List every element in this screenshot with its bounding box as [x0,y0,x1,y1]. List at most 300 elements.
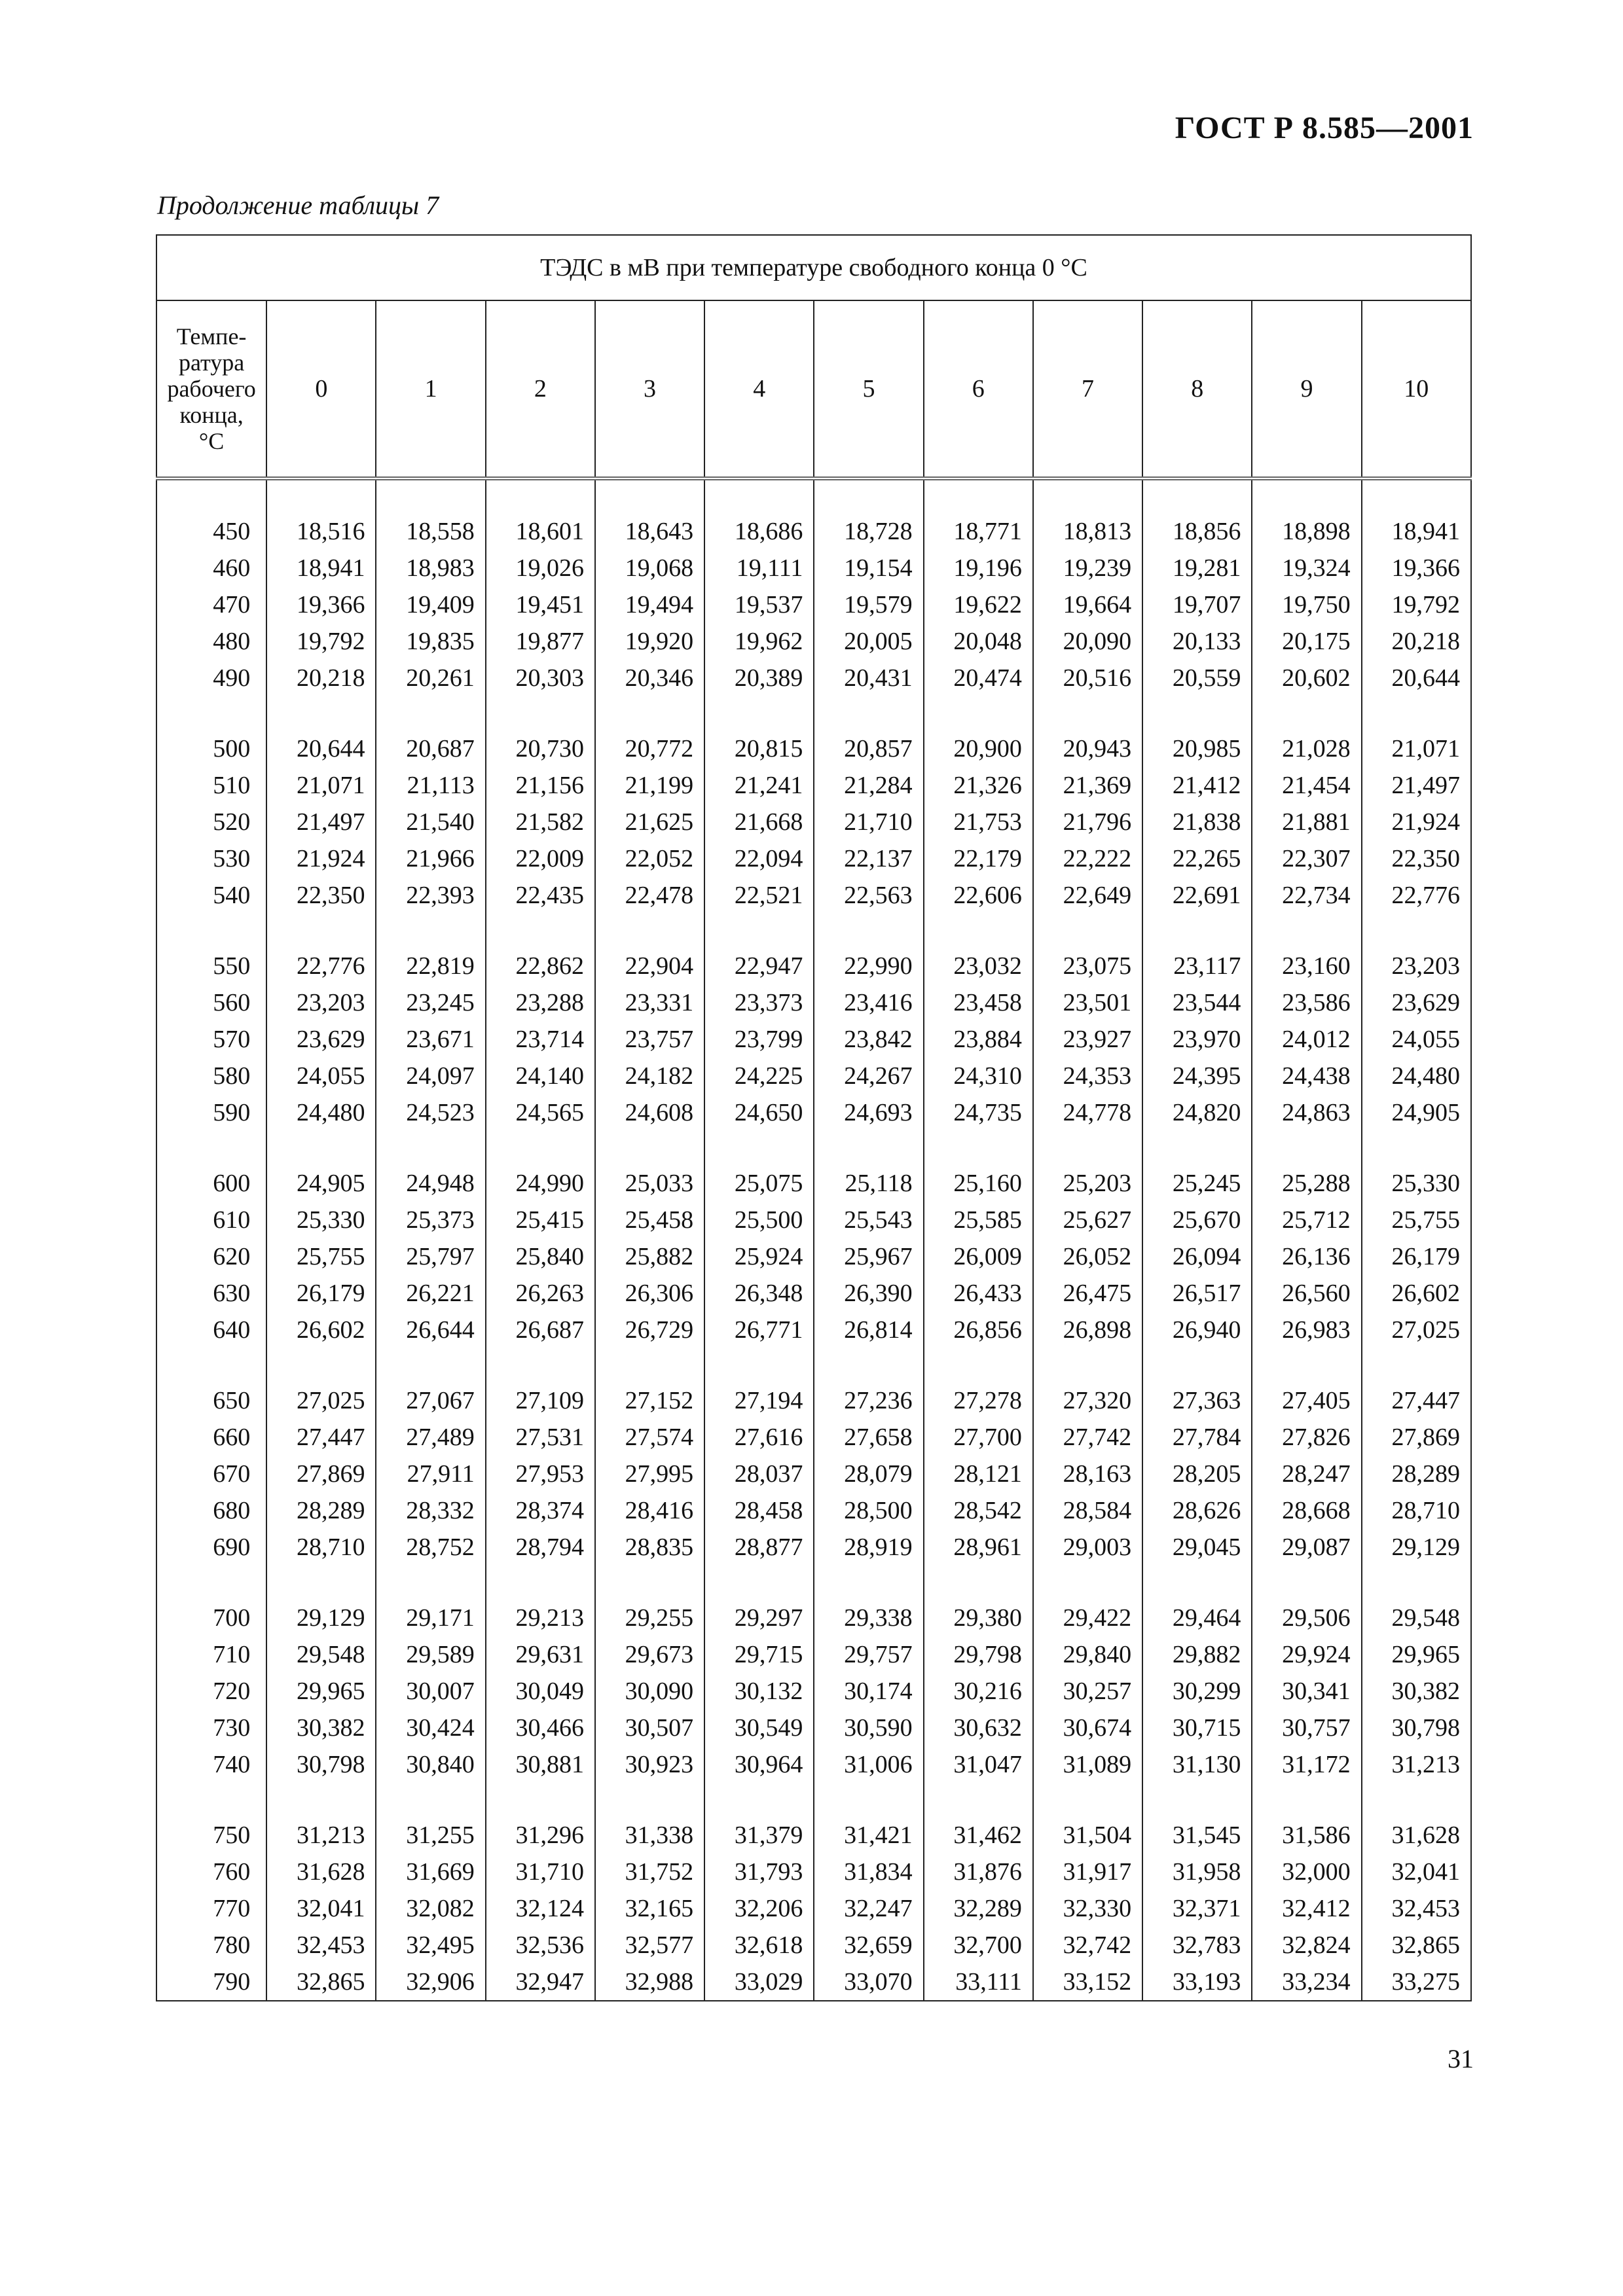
temperature-cell: 510 [156,767,266,804]
temperature-cell: 630 [156,1275,266,1312]
emf-value-cell: 23,629 [1362,984,1471,1021]
emf-value-cell: 18,983 [376,550,485,586]
table-row [156,1673,1471,1710]
emf-value-cell: 28,877 [704,1529,814,1566]
empty-cell [1142,696,1252,730]
emf-value-cell: 20,175 [1252,623,1361,660]
emf-value-cell: 29,087 [1252,1529,1361,1566]
emf-value-cell: 29,003 [1033,1529,1142,1566]
emf-value-cell: 29,631 [486,1636,595,1673]
emf-value-cell: 24,055 [266,1058,376,1094]
temperature-cell: 730 [156,1710,266,1746]
emf-value-cell: 22,350 [266,877,376,914]
emf-value-cell: 29,798 [924,1636,1033,1673]
table-row [156,1529,1471,1566]
empty-cell [1252,1566,1361,1600]
emf-value-cell: 30,674 [1033,1710,1142,1746]
temperature-cell: 790 [156,1964,266,2001]
empty-cell [1362,1566,1471,1600]
emf-value-cell: 32,371 [1142,1890,1252,1927]
emf-value-cell: 31,628 [266,1854,376,1890]
emf-value-cell: 31,130 [1142,1746,1252,1783]
emf-value-cell: 21,113 [376,767,485,804]
emf-value-cell: 19,664 [1033,586,1142,623]
emf-value-cell: 25,288 [1252,1165,1361,1202]
table-body [156,478,1471,2001]
emf-value-cell: 29,757 [814,1636,923,1673]
empty-cell [814,1566,923,1600]
emf-value-cell: 21,454 [1252,767,1361,804]
emf-value-cell: 24,863 [1252,1094,1361,1131]
emf-value-cell: 25,543 [814,1202,923,1238]
emf-value-cell: 27,616 [704,1419,814,1456]
emf-value-cell: 19,366 [1362,550,1471,586]
emf-value-cell: 19,920 [595,623,704,660]
emf-value-cell: 26,179 [1362,1238,1471,1275]
emf-value-cell: 25,585 [924,1202,1033,1238]
emf-value-cell: 33,111 [924,1964,1033,2001]
emf-value-cell: 28,961 [924,1529,1033,1566]
emf-value-cell: 27,574 [595,1419,704,1456]
emf-value-cell: 31,213 [1362,1746,1471,1783]
emf-value-cell: 20,900 [924,730,1033,767]
table-row [156,1165,1471,1202]
emf-value-cell: 21,582 [486,804,595,840]
empty-cell [1142,1131,1252,1165]
table-row [156,586,1471,623]
emf-value-cell: 30,840 [376,1746,485,1783]
emf-value-cell: 21,497 [266,804,376,840]
emf-value-cell: 32,947 [486,1964,595,2001]
emf-value-cell: 29,882 [1142,1636,1252,1673]
table-row [156,1382,1471,1419]
emf-value-cell: 31,793 [704,1854,814,1890]
emf-value-cell: 21,625 [595,804,704,840]
emf-value-cell: 32,742 [1033,1927,1142,1964]
emf-value-cell: 20,730 [486,730,595,767]
empty-cell [1142,1783,1252,1817]
emf-value-cell: 25,755 [1362,1202,1471,1238]
emf-value-cell: 23,075 [1033,948,1142,984]
group-separator-row [156,1783,1471,1817]
empty-cell [1033,1566,1142,1600]
table-row [156,1275,1471,1312]
emf-value-cell: 18,941 [266,550,376,586]
emf-value-cell: 27,405 [1252,1382,1361,1419]
emf-value-cell: 29,965 [1362,1636,1471,1673]
table-row [156,840,1471,877]
emf-value-cell: 32,247 [814,1890,923,1927]
emf-value-cell: 31,669 [376,1854,485,1890]
table-row [156,1419,1471,1456]
group-separator-row [156,914,1471,948]
emf-value-cell: 24,140 [486,1058,595,1094]
empty-cell [1033,1348,1142,1382]
temperature-cell: 580 [156,1058,266,1094]
emf-value-cell: 26,263 [486,1275,595,1312]
table-row [156,1456,1471,1492]
empty-cell [595,696,704,730]
emf-value-cell: 32,536 [486,1927,595,1964]
empty-cell [1033,1131,1142,1165]
emf-value-cell: 20,772 [595,730,704,767]
emf-value-cell: 22,265 [1142,840,1252,877]
emf-value-cell: 28,500 [814,1492,923,1529]
temperature-cell: 520 [156,804,266,840]
temperature-cell: 620 [156,1238,266,1275]
emf-value-cell: 24,097 [376,1058,485,1094]
emf-value-cell: 27,911 [376,1456,485,1492]
emf-value-cell: 26,475 [1033,1275,1142,1312]
emf-value-cell: 32,041 [1362,1854,1471,1890]
temperature-cell: 570 [156,1021,266,1058]
column-header: 8 [1142,300,1252,478]
emf-value-cell: 27,152 [595,1382,704,1419]
emf-value-cell: 25,203 [1033,1165,1142,1202]
emf-value-cell: 33,234 [1252,1964,1361,2001]
empty-cell [1252,696,1361,730]
emf-value-cell: 22,009 [486,840,595,877]
table-row [156,1238,1471,1275]
emf-value-cell: 22,990 [814,948,923,984]
emf-value-cell: 26,729 [595,1312,704,1348]
emf-value-cell: 26,433 [924,1275,1033,1312]
emf-value-cell: 28,919 [814,1529,923,1566]
emf-value-cell: 20,559 [1142,660,1252,696]
emf-value-cell: 22,521 [704,877,814,914]
emf-value-cell: 29,840 [1033,1636,1142,1673]
temperature-cell: 550 [156,948,266,984]
emf-value-cell: 23,160 [1252,948,1361,984]
empty-cell [376,696,485,730]
emf-value-cell: 24,480 [266,1094,376,1131]
emf-value-cell: 27,320 [1033,1382,1142,1419]
empty-cell [376,1783,485,1817]
table-row [156,1600,1471,1636]
emf-value-cell: 18,558 [376,513,485,550]
emf-value-cell: 26,560 [1252,1275,1361,1312]
emf-value-cell: 20,516 [1033,660,1142,696]
emf-value-cell: 21,241 [704,767,814,804]
temperature-cell: 750 [156,1817,266,1854]
emf-value-cell: 32,577 [595,1927,704,1964]
column-header: 9 [1252,300,1361,478]
emf-value-cell: 31,213 [266,1817,376,1854]
table-row [156,1927,1471,1964]
emf-value-cell: 26,771 [704,1312,814,1348]
emf-value-cell: 28,710 [266,1529,376,1566]
temperature-cell: 460 [156,550,266,586]
emf-value-cell: 18,728 [814,513,923,550]
empty-cell [376,1131,485,1165]
temperature-cell: 740 [156,1746,266,1783]
emf-value-cell: 30,964 [704,1746,814,1783]
emf-value-cell: 22,350 [1362,840,1471,877]
emf-value-cell: 32,824 [1252,1927,1361,1964]
emf-value-cell: 24,225 [704,1058,814,1094]
emf-value-cell: 28,584 [1033,1492,1142,1529]
emf-value-cell: 20,303 [486,660,595,696]
emf-value-cell: 20,474 [924,660,1033,696]
emf-value-cell: 31,958 [1142,1854,1252,1890]
emf-value-cell: 22,904 [595,948,704,984]
emf-value-cell: 19,281 [1142,550,1252,586]
table-row [156,1636,1471,1673]
emf-value-cell: 22,947 [704,948,814,984]
empty-cell [1252,914,1361,948]
emf-value-cell: 21,924 [266,840,376,877]
emf-value-cell: 24,480 [1362,1058,1471,1094]
empty-cell [1033,696,1142,730]
emf-value-cell: 32,041 [266,1890,376,1927]
emf-value-cell: 28,121 [924,1456,1033,1492]
emf-value-cell: 27,363 [1142,1382,1252,1419]
emf-value-cell: 33,193 [1142,1964,1252,2001]
empty-cell [704,1783,814,1817]
emf-value-cell: 21,497 [1362,767,1471,804]
group-separator-row [156,478,1471,513]
emf-value-cell: 24,353 [1033,1058,1142,1094]
emf-value-cell: 25,330 [266,1202,376,1238]
emf-value-cell: 19,792 [1362,586,1471,623]
empty-cell [1362,1131,1471,1165]
emf-value-cell: 19,026 [486,550,595,586]
table-row [156,660,1471,696]
emf-value-cell: 27,489 [376,1419,485,1456]
emf-value-cell: 18,601 [486,513,595,550]
empty-cell [1033,1783,1142,1817]
emf-value-cell: 30,715 [1142,1710,1252,1746]
emf-value-cell: 24,905 [1362,1094,1471,1131]
column-header: 7 [1033,300,1142,478]
emf-value-cell: 31,504 [1033,1817,1142,1854]
empty-cell [814,1131,923,1165]
emf-value-cell: 21,668 [704,804,814,840]
emf-value-cell: 26,898 [1033,1312,1142,1348]
emf-value-cell: 23,799 [704,1021,814,1058]
emf-value-cell: 32,865 [1362,1927,1471,1964]
group-separator-row [156,1131,1471,1165]
emf-value-cell: 22,776 [1362,877,1471,914]
empty-cell [704,1348,814,1382]
emf-value-cell: 32,165 [595,1890,704,1927]
emf-value-cell: 19,494 [595,586,704,623]
emf-value-cell: 22,393 [376,877,485,914]
emf-value-cell: 30,798 [1362,1710,1471,1746]
emf-value-cell: 19,239 [1033,550,1142,586]
emf-value-cell: 30,174 [814,1673,923,1710]
empty-cell [486,1783,595,1817]
emf-value-cell: 27,700 [924,1419,1033,1456]
emf-value-cell: 21,710 [814,804,923,840]
emf-value-cell: 32,453 [1362,1890,1471,1927]
emf-value-cell: 24,948 [376,1165,485,1202]
emf-value-cell: 22,307 [1252,840,1361,877]
emf-value-cell: 22,478 [595,877,704,914]
table-row [156,1021,1471,1058]
emf-value-cell: 23,927 [1033,1021,1142,1058]
column-header: 5 [814,300,923,478]
emf-value-cell: 20,218 [266,660,376,696]
temperature-cell: 770 [156,1890,266,1927]
emf-value-cell: 21,071 [1362,730,1471,767]
emf-value-cell: 30,382 [1362,1673,1471,1710]
emf-value-cell: 22,435 [486,877,595,914]
emf-value-cell: 30,549 [704,1710,814,1746]
emf-value-cell: 27,278 [924,1382,1033,1419]
empty-cell [156,914,266,948]
emf-value-cell: 29,045 [1142,1529,1252,1566]
emf-value-cell: 21,028 [1252,730,1361,767]
emf-value-cell: 22,606 [924,877,1033,914]
empty-cell [924,1783,1033,1817]
emf-value-cell: 24,905 [266,1165,376,1202]
table-row [156,1817,1471,1854]
emf-value-cell: 26,644 [376,1312,485,1348]
empty-cell [595,914,704,948]
emf-value-cell: 28,037 [704,1456,814,1492]
column-header: 3 [595,300,704,478]
emf-value-cell: 30,090 [595,1673,704,1710]
temperature-cell: 670 [156,1456,266,1492]
empty-cell [595,1566,704,1600]
emf-value-cell: 27,826 [1252,1419,1361,1456]
emf-value-cell: 26,221 [376,1275,485,1312]
emf-value-cell: 27,236 [814,1382,923,1419]
empty-cell [814,914,923,948]
emf-value-cell: 18,856 [1142,513,1252,550]
empty-cell [1362,1783,1471,1817]
emf-value-cell: 31,421 [814,1817,923,1854]
emf-value-cell: 32,865 [266,1964,376,2001]
emf-value-cell: 27,025 [1362,1312,1471,1348]
emf-value-cell: 21,540 [376,804,485,840]
emf-value-cell: 27,531 [486,1419,595,1456]
emf-value-cell: 28,205 [1142,1456,1252,1492]
temperature-cell: 760 [156,1854,266,1890]
emf-value-cell: 23,032 [924,948,1033,984]
empty-cell [266,914,376,948]
table-row [156,550,1471,586]
table-row [156,1058,1471,1094]
emf-value-cell: 23,544 [1142,984,1252,1021]
emf-value-cell: 18,643 [595,513,704,550]
emf-value-cell: 29,548 [1362,1600,1471,1636]
emf-value-cell: 19,962 [704,623,814,660]
empty-cell [156,1131,266,1165]
emf-value-cell: 24,310 [924,1058,1033,1094]
emf-value-cell: 18,941 [1362,513,1471,550]
emf-value-cell: 20,943 [1033,730,1142,767]
empty-cell [924,914,1033,948]
emf-value-cell: 30,132 [704,1673,814,1710]
emf-value-cell: 24,523 [376,1094,485,1131]
emf-value-cell: 24,055 [1362,1021,1471,1058]
empty-cell [486,1131,595,1165]
temperature-cell: 660 [156,1419,266,1456]
emf-value-cell: 22,222 [1033,840,1142,877]
empty-cell [1142,914,1252,948]
emf-value-cell: 27,869 [1362,1419,1471,1456]
table-row [156,1094,1471,1131]
emf-value-cell: 21,156 [486,767,595,804]
emf-value-cell: 23,373 [704,984,814,1021]
emf-value-cell: 22,819 [376,948,485,984]
emf-value-cell: 28,542 [924,1492,1033,1529]
empty-cell [486,696,595,730]
emf-value-cell: 25,500 [704,1202,814,1238]
emf-value-cell: 21,412 [1142,767,1252,804]
group-separator-row [156,1348,1471,1382]
empty-cell [924,478,1033,513]
emf-value-cell: 31,379 [704,1817,814,1854]
table-row [156,1964,1471,2001]
empty-cell [704,696,814,730]
empty-cell [595,1348,704,1382]
emf-value-cell: 26,306 [595,1275,704,1312]
emf-value-cell: 31,006 [814,1746,923,1783]
emf-value-cell: 27,447 [266,1419,376,1456]
emf-value-cell: 30,257 [1033,1673,1142,1710]
emf-value-cell: 19,154 [814,550,923,586]
emf-value-cell: 32,330 [1033,1890,1142,1927]
temperature-cell: 680 [156,1492,266,1529]
emf-value-cell: 20,048 [924,623,1033,660]
empty-cell [156,478,266,513]
emf-value-cell: 28,668 [1252,1492,1361,1529]
empty-cell [266,1566,376,1600]
emf-value-cell: 30,590 [814,1710,923,1746]
emf-value-cell: 30,798 [266,1746,376,1783]
emf-value-cell: 20,431 [814,660,923,696]
temperature-cell: 470 [156,586,266,623]
empty-cell [924,1131,1033,1165]
emf-value-cell: 24,267 [814,1058,923,1094]
empty-cell [486,1348,595,1382]
emf-value-cell: 25,840 [486,1238,595,1275]
temperature-cell: 640 [156,1312,266,1348]
emf-value-cell: 28,374 [486,1492,595,1529]
emf-value-cell: 21,199 [595,767,704,804]
empty-cell [486,478,595,513]
emf-value-cell: 25,882 [595,1238,704,1275]
emf-value-cell: 25,967 [814,1238,923,1275]
temperature-cell: 710 [156,1636,266,1673]
emf-value-cell: 23,671 [376,1021,485,1058]
emf-value-cell: 19,409 [376,586,485,623]
emf-value-cell: 23,245 [376,984,485,1021]
emf-value-cell: 25,797 [376,1238,485,1275]
empty-cell [1252,478,1361,513]
emf-value-cell: 32,082 [376,1890,485,1927]
emf-value-cell: 29,171 [376,1600,485,1636]
emf-value-cell: 30,466 [486,1710,595,1746]
temperature-cell: 650 [156,1382,266,1419]
emf-value-cell: 24,990 [486,1165,595,1202]
emf-value-cell: 23,117 [1142,948,1252,984]
empty-cell [376,1348,485,1382]
emf-value-cell: 31,710 [486,1854,595,1890]
emf-value-cell: 20,815 [704,730,814,767]
temperature-header-line: конца, [179,402,244,428]
emf-value-cell: 32,495 [376,1927,485,1964]
empty-cell [1033,914,1142,948]
emf-value-cell: 32,453 [266,1927,376,1964]
table-row [156,1710,1471,1746]
empty-cell [595,1131,704,1165]
table-row [156,767,1471,804]
emf-value-cell: 25,755 [266,1238,376,1275]
